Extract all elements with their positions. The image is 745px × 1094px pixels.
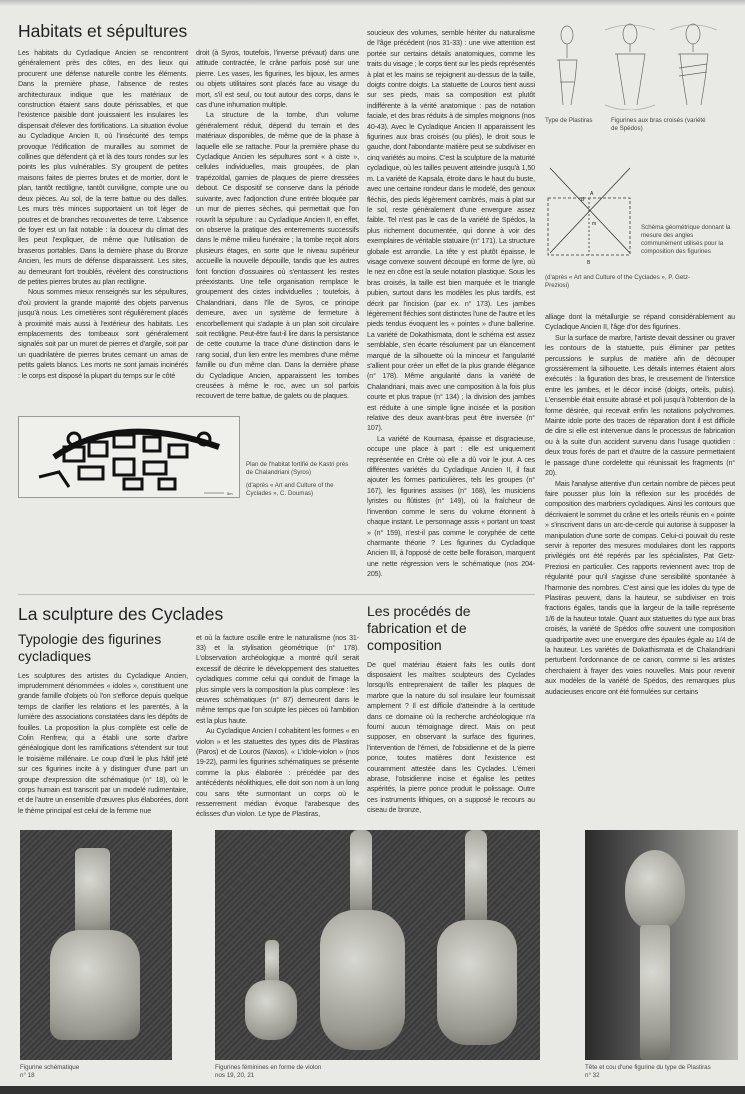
photo-caption-2: Figurines féminines en forme de violon xyxy=(215,1063,322,1071)
caption-crossed-arms: Figurines aux bras croisés (variété de Spédos) xyxy=(611,117,706,132)
subtitle-typologie: Typologie des figurines cycladiques xyxy=(18,630,162,664)
figurine-large-neck xyxy=(465,830,487,930)
photo-strip xyxy=(0,830,745,1080)
paragraph: Sur la surface de marbre, l'artiste devait dessiner ou graver les contours de la statuette, puis éliminer par petites percussions le surplus de matière afin de découper grossièrement la silhouette. Les détails internes étaient alors exécutés : la figuration des bras, le creusement de l'interstice entre les jambes, et le décor incisé (doigts, orteils, pubis). L'ensemble était ensuite abrasé et poli jusqu'à l'obtention de la forme désirée, qui recevait enfin les notations polychromes. Mainte idole porte des traces de réparation dont il est difficile de dire si elle est intervenue dans le processus de fabrication ou à la suite d'un accident survenu dans l'usage quotidien : deux trous forés de part et d'autre de la cassure permettaient le passage d'une cordelette qui réunissait les fragments (n° 20). xyxy=(545,333,735,478)
label-b-bottom: B xyxy=(587,260,591,266)
figurine-small-body xyxy=(245,980,297,1040)
right-column xyxy=(545,20,735,820)
photo-number-2: nos 19, 20, 21 xyxy=(215,1071,255,1079)
plan-captions xyxy=(246,461,356,498)
paragraph: et où la facture oscille entre le naturalisme (nos 31-33) et la stylisation géométrique (n° 178). L'observation archéologique a montré qu'il serait excessif de décrire le développement des statuettes cycladiques comme celui qui conduit de l'image la plus simple vers la composition la plus complexe : les œuvres schématiques (n° 87) demeurent dans le même temps que l'on sculpte les pièces où l'ambition est la plus haute. xyxy=(196,633,359,725)
typologie-column-2 xyxy=(196,603,359,820)
page-bottom-edge xyxy=(0,1086,745,1094)
label-m: m xyxy=(592,221,597,227)
paragraph: soucieux des volumes, semble hériter du naturalisme de l'âge précédent (nos 31-33) : une vive attention est portée sur certains détails anatomiques, comme les traits du visage ; le corps tient sur les pieds représentés à plat et les mains se rejoignent au-dessus de la taille, doigts contre doigts. La statuette de Louros tient aussi sur ses pieds, mais sa composition est plutôt indifférente à la vérité anatomique : pas de notation faciale, et des bras réduits à de simples moignons (nos 40-43). Avec le Cycladique Ancien II apparaissent les figurines aux bras croisés (ou pliés), le droit sous le gauche, dont l'abondante matière peut se subdiviser en cinq variétés au moins. C'est la sculpture de la maturité cycladique, où les tailles peuvent atteindre jusqu'à 1,50 m. La variété de Kapsala, étroite dans le haut du buste, avec une certaine rondeur dans le modelé, des genoux fléchis, des pieds légèrement cambrés, mais à plat sur le sol, reste généralement d'une envergure assez faible. Tel n'est pas le cas de la variété de Spédos, la plus richement documentée, qui donne à voir des exemplaires de véritable statuaire (n° 171). La structure globale est arrondie. La tête y est plutôt épaisse, le visage convexe souvent découpé en forme de lyre, où le nez en cône est la seule notation plastique. Sous les bras croisés, la taille est bien marquée et le triangle pubien, surtout dans les modèles les plus tardifs, est décrit par l'incision (par ex. n° 173). Les jambes légèrement fléchies sont distinctes l'une de l'autre et les pieds tendus évoquent les « pointes » d'une ballerine. La variété de Dokathismata, dont le schéma est assez semblable, s'en écarte résolument par un élancement marqué de la silhouette où la minceur et l'angularité s'allient pour créer un effet de la plus grande élégance (n° 178). Même angularité dans la variété de Chalandriani, mais avec une composition à la fois plus courte et plus trapue (n° 134) ; la division des jambes est réduite à une simple ligne incisée et la position relative des deux avant-bras peut être inversée (n° 107). xyxy=(367,29,535,433)
paragraph: alliage dont la métallurgie se répand considérablement au Cycladique Ancien II, l'âge d'or des figurines. xyxy=(545,313,735,332)
figurine-large-body xyxy=(437,920,517,1045)
spedos-figure-back xyxy=(686,24,700,44)
figurine-line-drawings xyxy=(545,20,735,110)
procedes-column xyxy=(367,660,535,816)
section-title-habitats: Habitats et sépultures xyxy=(18,21,188,41)
paragraph: Au Cycladique Ancien I cohabitent les formes « en violon » et les statuettes des types dits de Plastiras (Paros) et de Louros (Naxos). « L'idole-violon » (nos 19-22), parmi les figurines schématiques se présente comme la plus élaborée : précédée par des antécédents néolithiques, elle doit son nom à un long cou sans tête surmontant un corps où le resserrement médian évoque l'arabesque des éclisses d'un violon. Le type de Plastiras, xyxy=(196,727,359,819)
habitats-column-1 xyxy=(18,48,188,402)
neck xyxy=(640,925,670,1060)
photo-caption-3: Tête et cou d'une figurine du type de Plastiras xyxy=(585,1063,711,1071)
habitats-left-block xyxy=(18,20,359,580)
paragraph: De quel matériau étaient faits les outils dont disposaient les maîtres sculpteurs des Cyclades lorsqu'ils entreprenaient de tailler les plaques de marbre que la nature du sol insulaire leur fournissait amplement ? Il est difficile d'atteindre à la certitude dans ce domaine où la recherche archéologique n'a fourni aucun témoignage direct. Mais on peut supposer, en observant la surface des figurines, l'intervention de l'émeri, de l'obsidienne et de la pierre ponce, toutes matières dont l'existence est couramment attestée dans les Cyclades. L'émeri abrase, l'obsidienne incise et égalise les petites aspérités, la pierre ponce produit le polissage. Outre ces instruments lithiques, on a supposé le recours au ciseau de bronze, xyxy=(367,660,535,815)
typologie-column-1 xyxy=(18,671,188,817)
section-habitats xyxy=(18,20,535,580)
figurine-body xyxy=(50,930,140,1040)
fabrication-continued-column xyxy=(545,312,735,697)
plastiras-figure xyxy=(561,26,573,44)
photo-caption-1: Figurine schématique xyxy=(20,1063,80,1071)
photo-schematic-figurine xyxy=(20,830,172,1060)
label-a: A xyxy=(590,191,594,197)
paragraph: La variété de Koumasa, épaisse et disgracieuse, occupe une place à part : elle est uniquement représentée en Crète où elle a dû voir le jour. A ces différentes variétés du Cycladique Ancien II, il faut ajouter les formes particulières, tels les groupes (n° 167), les figurines assises (n° 168), les musiciens lyristes ou flûtistes (n° 149), où la fraîcheur de l'invention comme le sens du volume étonnent à chaque instant. Le personnage assis « portant un toast » (n° 159), n'est-il pas comme le coryphée de cette charmante théorie ? Les figurines du Cycladique Ancien III, à l'opposé de cette belle floraison, marquent une nette régression vers le schématique (nos 204-205). xyxy=(367,434,535,579)
label-b: B xyxy=(581,197,585,203)
diagram-credit: (d'après « Art and Culture of the Cyclades », P. Getz-Preziosi) xyxy=(545,274,691,289)
diagram-figure xyxy=(545,163,735,268)
habitats-column-3 xyxy=(367,20,535,580)
figurine-neck xyxy=(75,848,110,938)
paragraph: Les sculptures des artistes du Cycladique Ancien, imprudemment dénommées « idoles », constituent une grande famille d'objets où l'on s'efforce depuis quelque temps de clarifier les relations et les parentés, à la lumière des associations constatées dans les dépôts de fouilles. La proposition la plus complète est celle de Colin Renfrew, qui a établi une sorte d'arbre généalogique dont les ramifications s'étendent sur tout le troisième millénaire. Le coup d'œil le plus hâtif jeté sur ces figurines incite à y distinguer d'une part un groupe d'expression dite schématique (n° 18), où le corps humain est transcrit par un modelé rudimentaire, et de l'autre un ensemble d'œuvres plus élaborées, dont le thème principal est celui de la femme nue xyxy=(18,671,189,815)
kastri-plan-svg xyxy=(19,417,240,498)
section-title-sculpture: La sculpture des Cyclades xyxy=(18,603,224,624)
spedos-figure-front xyxy=(623,24,637,44)
subtitle-procedes: Les procédés de fabrication et de composition xyxy=(367,602,471,653)
plan-figure xyxy=(18,416,359,498)
figurine-middle-neck xyxy=(350,830,372,920)
paragraph: Nous sommes mieux renseignés sur les sépultures, d'où provient la grande majorité des objets parvenus jusqu'à nous. Les cimetières sont régulièrement placés à proximité mais aussi à l'extérieur des habitats. Les emplacements des tombeaux sont généralement signalés soit par un muret de pierres et d'argile, soit par un quadrilatère de pierres brutes cernant un amas de petits galets blancs. Les morts ne sont jamais incinérés : le corps est disposé la plupart du temps sur le côté xyxy=(18,288,188,380)
photo-number-1: n° 18 xyxy=(20,1071,35,1079)
plan-credit: (d'après « Art and Culture of the Cyclades », C. Doumas) xyxy=(246,481,334,497)
head xyxy=(625,850,685,930)
diagram-caption: Schéma géométrique donnant la mesure des angles communément utilisés pour la composition des figurines xyxy=(641,224,731,255)
photo-violin-figurines xyxy=(215,830,540,1060)
figurine-middle-body xyxy=(320,910,405,1050)
section-sculpture xyxy=(18,594,535,820)
drawing-captions xyxy=(545,117,735,133)
procedes-block xyxy=(367,603,535,820)
settlement-plan-drawing xyxy=(18,416,240,498)
photo-plastiras-head xyxy=(585,830,738,1060)
caption-plastiras: Type de Plastiras xyxy=(545,117,593,124)
paragraph: Les habitats du Cycladique Ancien se rencontrent généralement près des côtes, en des lieux qui procurent une défense naturelle contre les éléments. Dans la première phase, l'absence de restes architecturaux indique que les matériaux de construction étaient sans doute périssables, et que l'existence paisible dont jouissaient les insulaires les dispensait d'élever des fortifications. La situation évolue au Cycladique Ancien II, où l'insécurité des temps provoque l'édification de murailles au sommet de collines que défendent çà et là des tours rondes sur les points les plus vulnérables. S'y groupent de petites maisons faites de pierres brutes et de mortier, dont le plan, tantôt rectiligne, tantôt curviligne, compte une ou deux pièces. Au sol, de la terre battue ou des dalles. Les murs très minces supportaient un toit léger de poutres et de branches recouvertes de terre. L'absence de foyer est un fait notable : la douceur du climat des îles peut l'expliquer, de même que l'utilisation de braseros portables. Dans la dernière phase du Bronze Ancien, les murs de défense disparaissent. Les sites, au demeurant fort troublés, révèlent des constructions de petites pierres brutes au plan rectiligne. xyxy=(18,49,188,286)
page-body xyxy=(0,6,745,820)
main-area xyxy=(18,20,535,820)
sculpture-columns xyxy=(18,603,535,820)
paragraph: La structure de la tombe, d'un volume généralement réduit, dépend du terrain et des matériaux disponibles, de même que de la phase à laquelle elle se rattache. Pour la première phase du Cycladique Ancien les sépultures sont « à ciste », cellules individuelles, mais groupées, de plan trapézoïdal, garnies de plaques de pierre dressées debout. Ce dispositif se conserve dans la période suivante, avec l'adjonction d'une entrée bloquée par un mur de pierres sèches, qui permettait que l'on rouvrît la sépulture : au Cycladique Ancien II, en effet, on observe la pratique des enterrements successifs dans le même milieu funéraire ; la tombe reçoit alors plusieurs étages, en sorte que le niveau supérieur accueille la nouvelle dépouille, tandis que les autres font fonction d'ossuaires où s'entassent les restes préexistants. Une telle organisation remplace le groupement des cistes individuelles ; toutefois, à Chalandriani, dans l'île de Syros, ce principe demeure, avec un système de fermeture à encorbellement qui s'adapte à un plan soit circulaire soit rectiligne. Peut-être faut-il lire dans la persistance de cette coutume la trace d'une distinction dans le rang social, d'un lien entre les membres d'une même famille ou d'un même clan. Dans la dernière phase du Cycladique Ancien, apparaissent les tombes creusées à même le roc, avec un sol parfois recouvert de terre battue, de galets ou de plaques. xyxy=(196,111,359,401)
plan-caption: Plan de l'habitat fortifié de Kastri près de Chalandriani (Syros) xyxy=(246,460,349,476)
habitats-column-2 xyxy=(196,48,359,402)
typologie-block xyxy=(18,603,224,820)
habitats-columns xyxy=(18,48,359,402)
geometric-diagram xyxy=(545,163,635,268)
scale-label: 5m xyxy=(227,490,233,496)
paragraph: droit (à Syros, toutefois, l'inverse prévaut) dans une attitude contractée, le crâne parfois posé sur une pierre. Les vases, les figurines, les bijoux, les armes ou objets utilitaires sont placés face au visage du mort, s'il est seul, ou tout autour des corps, dans le cas d'une inhumation multiple. xyxy=(196,49,359,110)
photo-number-3: n° 32 xyxy=(585,1071,600,1079)
paragraph: Mais l'analyse attentive d'un certain nombre de pièces peut faire pousser plus loin la réflexion sur les procédés de composition des marbriers cycladiques. Ainsi les contours que décrivaient le sommet du crâne et les orteils réunis en « pointe » s'inscrivent dans un arc-de-cercle qui autorise à supposer la manipulation d'une sorte de compas. Celui-ci pouvait du reste servir à reporter des mesures modulaires dont les rapports privilégiés ont été repérés par les spécialistes, Pat Getz-Preziosi en particulier. Ces rapports reviennent avec trop de régularité pour qu'il s'agisse d'une sensibilité spontanée à l'harmonie des nombres. C'est ainsi que les idoles du type de Plastiras peuvent, dans la hauteur, se subdiviser en trois fractions égales, tandis que la largeur de la taille représente 1/6 de la hauteur totale. Quant aux statuettes du type aux bras croisés, la variété de Spédos offre souvent une composition quadripartite avec une envergure des épaules égale au 1/4 de la hauteur. Les variétés de Dokathismata et de Chalandriani perturbent l'ordonnance de ce canon, comme si les artistes cherchaient à frayer des voies nouvelles. Mais pour revenir aux modèles de la variété de Spédos, des remarques plus audacieuses encore ont été formulées sur certains xyxy=(545,479,735,696)
